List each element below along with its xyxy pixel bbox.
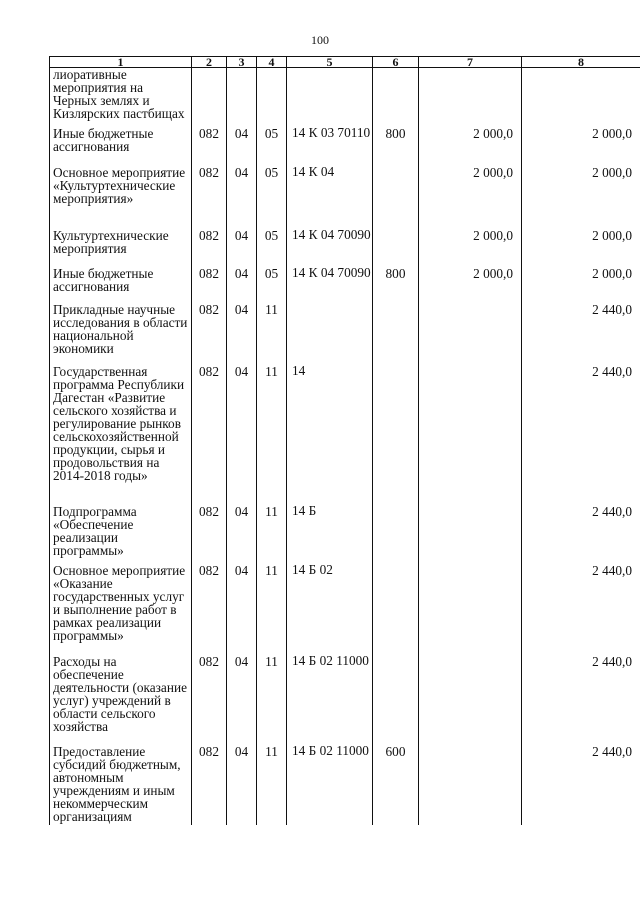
table-row: [50, 127, 640, 166]
cell-amount-col8: 2 000,0: [522, 127, 640, 166]
cell-ministry-code: 082: [192, 365, 227, 505]
cell-subsection: 05: [257, 229, 287, 267]
cell-name: Прикладные научные исследования в области национальной экономики: [50, 303, 192, 365]
cell-name: Основное мероприятие «Оказание государственных услуг и выполнение работ в рамках реализации программы»: [50, 564, 192, 655]
cell-amount-col8: [522, 68, 640, 128]
cell-name: Государственная программа Республики Дагестан «Развитие сельского хозяйства и регулирование рынков сельскохозяйственной продукции, сырья и продовольствия на 2014-2018 годы»: [50, 365, 192, 505]
cell-amount-col7: 2 000,0: [419, 127, 522, 166]
cell-ministry-code: 082: [192, 303, 227, 365]
budget-table: [49, 56, 640, 825]
column-header: 8: [522, 57, 640, 68]
cell-subsection: 11: [257, 655, 287, 745]
cell-amount-col8: 2 000,0: [522, 166, 640, 229]
cell-amount-col8: 2 440,0: [522, 745, 640, 825]
cell-section: 04: [227, 267, 257, 303]
cell-section: 04: [227, 365, 257, 505]
cell-amount-col8: 2 000,0: [522, 267, 640, 303]
cell-expense-type: [373, 655, 419, 745]
table-row: [50, 166, 640, 229]
cell-ministry-code: 082: [192, 267, 227, 303]
cell-target-article: [287, 68, 373, 128]
cell-section: [227, 68, 257, 128]
table-row: [50, 303, 640, 365]
cell-expense-type: [373, 564, 419, 655]
cell-subsection: 11: [257, 745, 287, 825]
cell-amount-col7: [419, 564, 522, 655]
cell-name: Расходы на обеспечение деятельности (оказание услуг) учреждений в области сельского хозяйства: [50, 655, 192, 745]
cell-target-article: 14 К 04 70090: [287, 229, 373, 267]
cell-amount-col8: 2 440,0: [522, 655, 640, 745]
cell-expense-type: [373, 365, 419, 505]
cell-expense-type: [373, 229, 419, 267]
cell-ministry-code: 082: [192, 166, 227, 229]
cell-subsection: 11: [257, 505, 287, 564]
column-header: 4: [257, 57, 287, 68]
cell-subsection: 05: [257, 166, 287, 229]
cell-amount-col7: [419, 655, 522, 745]
cell-ministry-code: 082: [192, 229, 227, 267]
cell-target-article: 14 Б 02 11000: [287, 745, 373, 825]
cell-ministry-code: 082: [192, 505, 227, 564]
column-header: 7: [419, 57, 522, 68]
cell-expense-type: [373, 68, 419, 128]
cell-amount-col7: 2 000,0: [419, 166, 522, 229]
table-row: [50, 229, 640, 267]
cell-amount-col7: [419, 505, 522, 564]
cell-ministry-code: 082: [192, 127, 227, 166]
cell-amount-col7: [419, 745, 522, 825]
cell-name: Предоставление субсидий бюджетным, автономным учреждениям и иным некоммерческим организациям: [50, 745, 192, 825]
column-header: 5: [287, 57, 373, 68]
cell-name: Культуртехнические мероприятия: [50, 229, 192, 267]
cell-expense-type: 600: [373, 745, 419, 825]
cell-subsection: 11: [257, 303, 287, 365]
cell-amount-col7: [419, 68, 522, 128]
cell-target-article: 14 К 04: [287, 166, 373, 229]
cell-name: Иные бюджетные ассигнования: [50, 127, 192, 166]
column-header: 3: [227, 57, 257, 68]
cell-target-article: 14 К 03 70110: [287, 127, 373, 166]
cell-target-article: 14 Б: [287, 505, 373, 564]
cell-amount-col8: 2 000,0: [522, 229, 640, 267]
table-row: [50, 564, 640, 655]
cell-amount-col8: 2 440,0: [522, 564, 640, 655]
cell-section: 04: [227, 655, 257, 745]
cell-expense-type: [373, 166, 419, 229]
table-row: [50, 267, 640, 303]
table-row: [50, 655, 640, 745]
cell-section: 04: [227, 303, 257, 365]
cell-amount-col8: 2 440,0: [522, 365, 640, 505]
table-row: [50, 68, 640, 128]
cell-subsection: 11: [257, 564, 287, 655]
cell-section: 04: [227, 745, 257, 825]
cell-expense-type: 800: [373, 127, 419, 166]
cell-target-article: 14 Б 02 11000: [287, 655, 373, 745]
cell-expense-type: [373, 505, 419, 564]
cell-ministry-code: 082: [192, 745, 227, 825]
header-row: [50, 57, 640, 68]
cell-name: Иные бюджетные ассигнования: [50, 267, 192, 303]
table-row: [50, 505, 640, 564]
cell-expense-type: [373, 303, 419, 365]
cell-target-article: 14: [287, 365, 373, 505]
cell-subsection: 05: [257, 127, 287, 166]
page-number: 100: [311, 33, 329, 47]
table-row: [50, 745, 640, 825]
cell-name: Подпрограмма «Обеспечение реализации программы»: [50, 505, 192, 564]
cell-amount-col7: 2 000,0: [419, 267, 522, 303]
cell-ministry-code: 082: [192, 564, 227, 655]
cell-ministry-code: 082: [192, 655, 227, 745]
cell-target-article: 14 Б 02: [287, 564, 373, 655]
column-header: 6: [373, 57, 419, 68]
cell-name: Основное мероприятие «Культуртехнические мероприятия»: [50, 166, 192, 229]
cell-amount-col8: 2 440,0: [522, 505, 640, 564]
cell-section: 04: [227, 564, 257, 655]
cell-section: 04: [227, 229, 257, 267]
cell-expense-type: 800: [373, 267, 419, 303]
column-header: 2: [192, 57, 227, 68]
cell-subsection: [257, 68, 287, 128]
cell-subsection: 11: [257, 365, 287, 505]
cell-section: 04: [227, 166, 257, 229]
cell-amount-col7: 2 000,0: [419, 229, 522, 267]
cell-amount-col7: [419, 365, 522, 505]
cell-target-article: [287, 303, 373, 365]
cell-section: 04: [227, 505, 257, 564]
cell-target-article: 14 К 04 70090: [287, 267, 373, 303]
cell-amount-col7: [419, 303, 522, 365]
cell-name: лиоративные мероприятия на Черных землях и Кизлярских пастбищах: [50, 68, 192, 128]
cell-section: 04: [227, 127, 257, 166]
cell-subsection: 05: [257, 267, 287, 303]
table-row: [50, 365, 640, 505]
cell-ministry-code: [192, 68, 227, 128]
column-header: 1: [50, 57, 192, 68]
cell-amount-col8: 2 440,0: [522, 303, 640, 365]
